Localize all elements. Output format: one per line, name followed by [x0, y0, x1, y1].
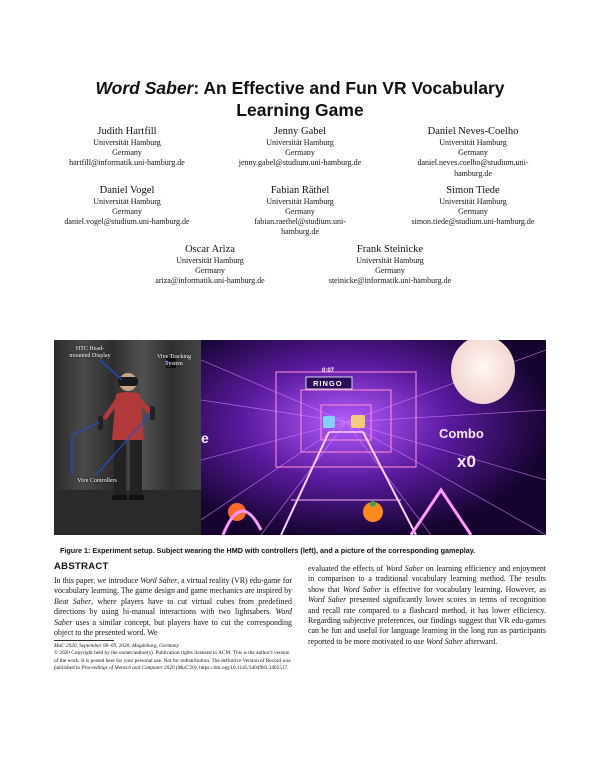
label-controllers: Vive Controllers [77, 478, 117, 484]
author-card [41, 184, 214, 238]
game-timer: 0:07 [322, 368, 335, 374]
gameplay-screenshot [201, 340, 546, 535]
author-card [214, 125, 387, 179]
abstract-text: In this paper, we introduce [54, 576, 141, 585]
author-card [300, 243, 480, 287]
author-block [40, 125, 560, 291]
footnote-doi: , https://doi.org/10.1145/3404983.3405517. [196, 664, 289, 671]
author-row-3 [40, 243, 560, 292]
author-affiliation: Universität Hamburg [266, 196, 334, 206]
author-email: daniel.vogel@studium.uni-hamburg.de [64, 217, 190, 227]
author-row-2 [40, 184, 560, 243]
author-card [214, 184, 387, 238]
author-country: Germany [112, 148, 142, 158]
abstract-emphasis: Word Saber [385, 564, 424, 573]
author-name: Jenny Gabel [273, 126, 327, 137]
author-country: Germany [458, 207, 488, 217]
title-rest-part: : An Effective and Fun VR Vocabulary Learning Game [193, 78, 505, 120]
author-email: daniel.neves.coelho@studium.uni-hamburg.de [417, 158, 529, 178]
abstract-heading: ABSTRACT [54, 561, 109, 572]
author-affiliation: Universität Hamburg [439, 196, 507, 206]
footnote-rule [54, 640, 114, 641]
setup-photo-illustration [54, 340, 201, 535]
figure-caption: Figure 1: Experiment setup. Subject wearing the HMD with controllers (left), and a picture of the corresponding gameplay. [60, 546, 476, 555]
author-email: simon.tiede@studium.uni-hamburg.de [411, 217, 535, 227]
author-affiliation: Universität Hamburg [93, 138, 161, 147]
game-edge-letter: e [201, 430, 209, 446]
setup-photo [54, 340, 201, 535]
abstract-right-column [308, 564, 546, 647]
author-row-1 [40, 125, 560, 184]
abstract-emphasis: Word Saber [54, 607, 292, 627]
author-country: Germany [458, 148, 488, 158]
author-country: Germany [285, 148, 315, 158]
abstract-text: uses a similar concept, but players have to cut the corresponding object to the presented word. We [54, 617, 292, 638]
author-card [387, 184, 560, 238]
abstract-emphasis: Word Saber [308, 595, 347, 605]
game-combo-multiplier: x0 [457, 452, 476, 471]
abstract-text: , where players have to cut virtual cubes from predefined directions by using bi-manual interactions with two lightsabers. [54, 596, 292, 617]
author-affiliation: Universität Hamburg [176, 255, 244, 265]
author-card [387, 125, 560, 179]
author-name: Judith Hartfill [97, 126, 157, 137]
author-card [41, 125, 214, 179]
label-hmd: HTC Head-mounted Display [69, 346, 111, 359]
abstract-text: on learning efficiency and enjoyment in comparison to a traditional vocabulary learning method. The results show that [308, 564, 546, 594]
author-name: Frank Steinicke [356, 243, 424, 255]
abstract-emphasis: Word Saber [140, 576, 178, 585]
footnote-proceedings: Proceedings of Mensch und Computer 2020 (MuC'20) [81, 664, 197, 671]
abstract-text: , a virtual reality (VR) edu-game for vocabulary learning. The game design and game mechanics are inspired by [54, 576, 293, 596]
abstract-text: presented significantly lower scores in terms of recognition and recall rate compared to a flashcard method, it has lower efficiency. Regarding subjective preferences, our findings suggest that VR edu-games can be fun and useful for language learning in the long run as participants reported to be more motivated to use [308, 595, 546, 646]
author-name: Daniel Vogel [99, 184, 155, 196]
author-name: Oscar Ariza [185, 243, 235, 255]
label-tracking-system: Vive Tracking System [156, 354, 192, 367]
author-affiliation: Universität Hamburg [439, 138, 507, 147]
gameplay-illustration [201, 340, 546, 535]
title-italic-part: Word Saber [95, 78, 194, 98]
author-affiliation: Universität Hamburg [266, 138, 334, 147]
author-affiliation: Universität Hamburg [356, 255, 424, 265]
abstract-emphasis: Beat Saber [54, 596, 92, 606]
author-name: Daniel Neves-Coelho [427, 126, 519, 137]
author-country: Germany [112, 207, 142, 217]
abstract-text: evaluated the effects of [308, 564, 386, 573]
abstract-emphasis: Word Saber [426, 636, 464, 646]
author-name: Fabian Räthel [270, 184, 330, 196]
author-email: hartfill@informatik.uni-hamburg.de [69, 158, 185, 168]
author-country: Germany [195, 265, 225, 275]
footnote-venue: MuC 2020, September 06–09, 2020, Magdeburg, Germany [54, 643, 179, 649]
abstract-left-column [54, 576, 292, 638]
author-email: steinicke@informatik.uni-hamburg.de [328, 276, 452, 286]
author-email: ariza@informatik.uni-hamburg.de [155, 276, 265, 286]
author-name: Simon Tiede [446, 184, 500, 196]
footnote-copyright: © 2020 Copyright held by the owner/author(s). Publication rights licensed to ACM. This is the author's version of the work. It is posted here for your personal use. Not for redistribution. The definitive Version of Record was published in [54, 650, 291, 671]
paper-title [60, 77, 540, 121]
author-affiliation: Universität Hamburg [93, 196, 161, 206]
game-combo-label: Combo [439, 426, 484, 441]
game-target-word: RINGO [313, 379, 343, 388]
author-email: fabian.raethel@studium.uni-hamburg.de [254, 217, 346, 237]
abstract-text: afterward. [463, 636, 498, 646]
abstract-emphasis: Word Saber [343, 584, 382, 594]
author-country: Germany [285, 207, 315, 217]
footnote [54, 643, 294, 672]
author-country: Germany [375, 265, 405, 275]
author-email: jenny.gabel@studium.uni-hamburg.de [238, 158, 362, 168]
figure-1 [54, 340, 546, 535]
abstract-text: is effective for vocabulary learning. However, as [381, 584, 546, 594]
author-card [120, 243, 300, 287]
